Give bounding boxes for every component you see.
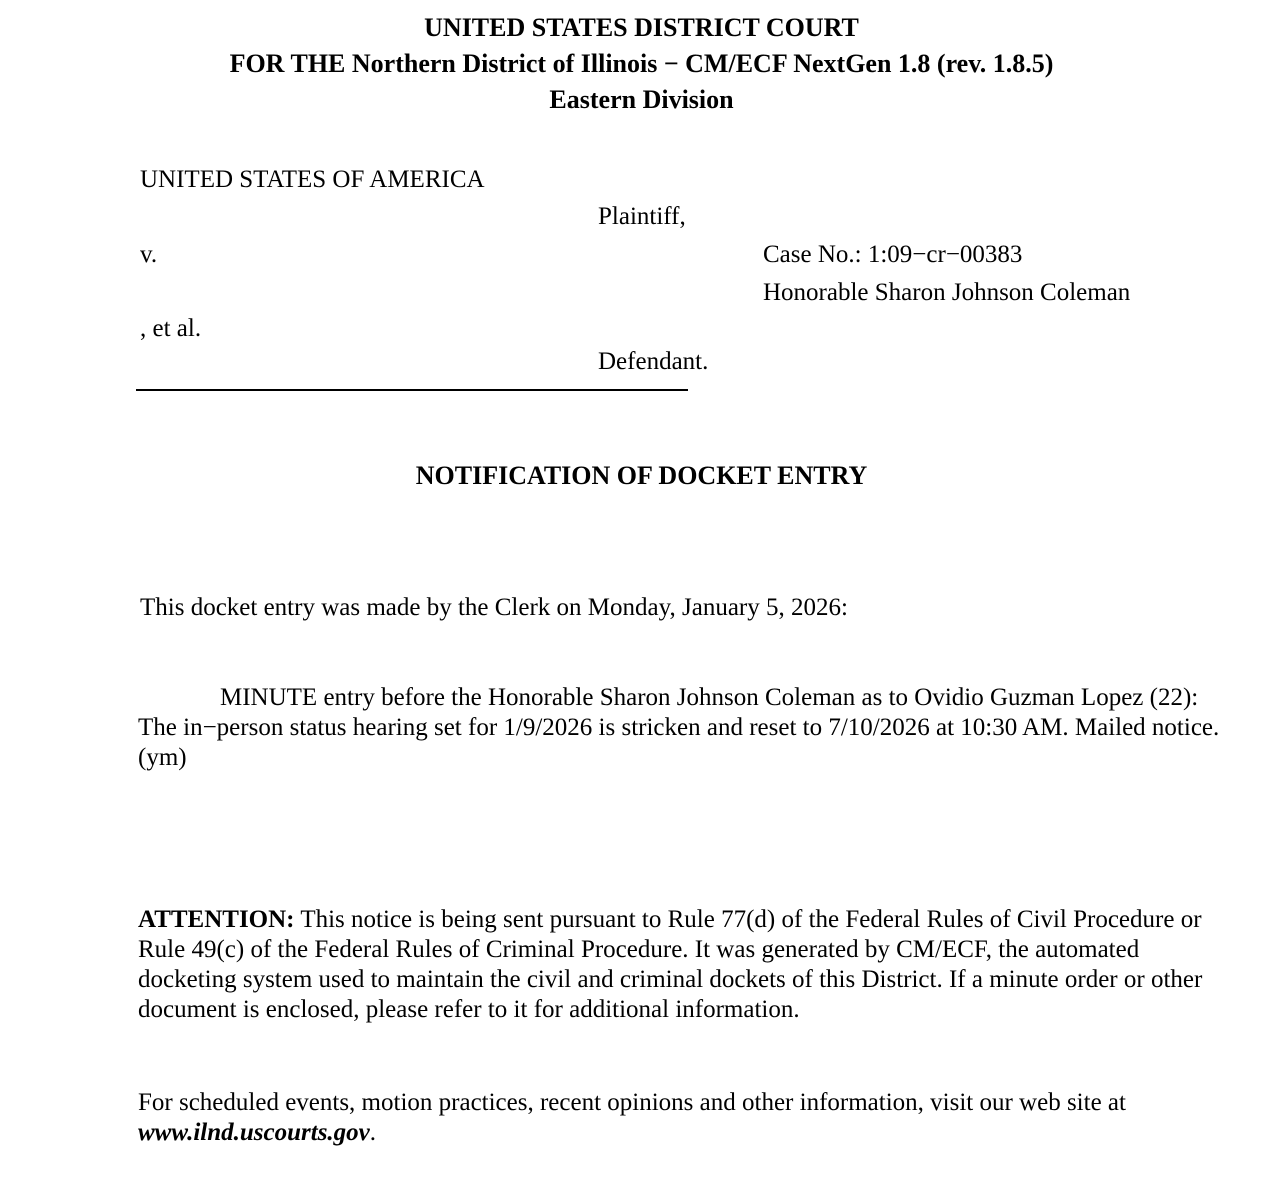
plaintiff-role-label: Plaintiff, [598,203,686,230]
court-name: UNITED STATES DISTRICT COURT [424,13,859,42]
website-paragraph-text: For scheduled events, motion practices, recent opinions and other information, visit our web site at [138,1089,1126,1116]
attention-paragraph [138,905,1208,1025]
attention-label: ATTENTION: [138,906,295,933]
versus-label: v. [140,241,158,268]
presiding-judge: Honorable Sharon Johnson Coleman [763,279,1131,306]
court-header [0,10,1283,118]
website-paragraph-period: . [369,1119,377,1146]
clerk-entry-line: This docket entry was made by the Clerk on Monday, January 5, 2026: [140,594,848,621]
plaintiff-name: UNITED STATES OF AMERICA [140,166,485,193]
caption-separator-line [136,389,688,391]
court-website-link: www.ilnd.uscourts.gov [138,1119,370,1146]
defendant-name: , et al. [140,315,202,342]
website-paragraph [138,1088,1208,1148]
case-number: Case No.: 1:09−cr−00383 [763,241,1023,268]
division-line: Eastern Division [549,85,734,114]
attention-text: This notice is being sent pursuant to Rule 77(d) of the Federal Rules of Civil Procedure or Rule 49(c) of the Federal Rules of Criminal Procedure. It was generated by CM/ECF, the automated docketing system used to maintain the civil and criminal dockets of this District. If a minute order or other document is enclosed, please refer to it for additional information. [138,906,1203,1023]
notice-title: NOTIFICATION OF DOCKET ENTRY [415,461,868,490]
minute-entry-paragraph: MINUTE entry before the Honorable Sharon Johnson Coleman as to Ovidio Guzman Lopez (22): The in−person status hearing set for 1/9/2026 is stricken and reset to 7/10/2026 at 10:30 AM. Mailed notice. (ym) [138,684,1220,771]
defendant-role-label: Defendant. [598,348,709,375]
district-line: FOR THE Northern District of Illinois − CM/ECF NextGen 1.8 (rev. 1.8.5) [229,49,1054,78]
